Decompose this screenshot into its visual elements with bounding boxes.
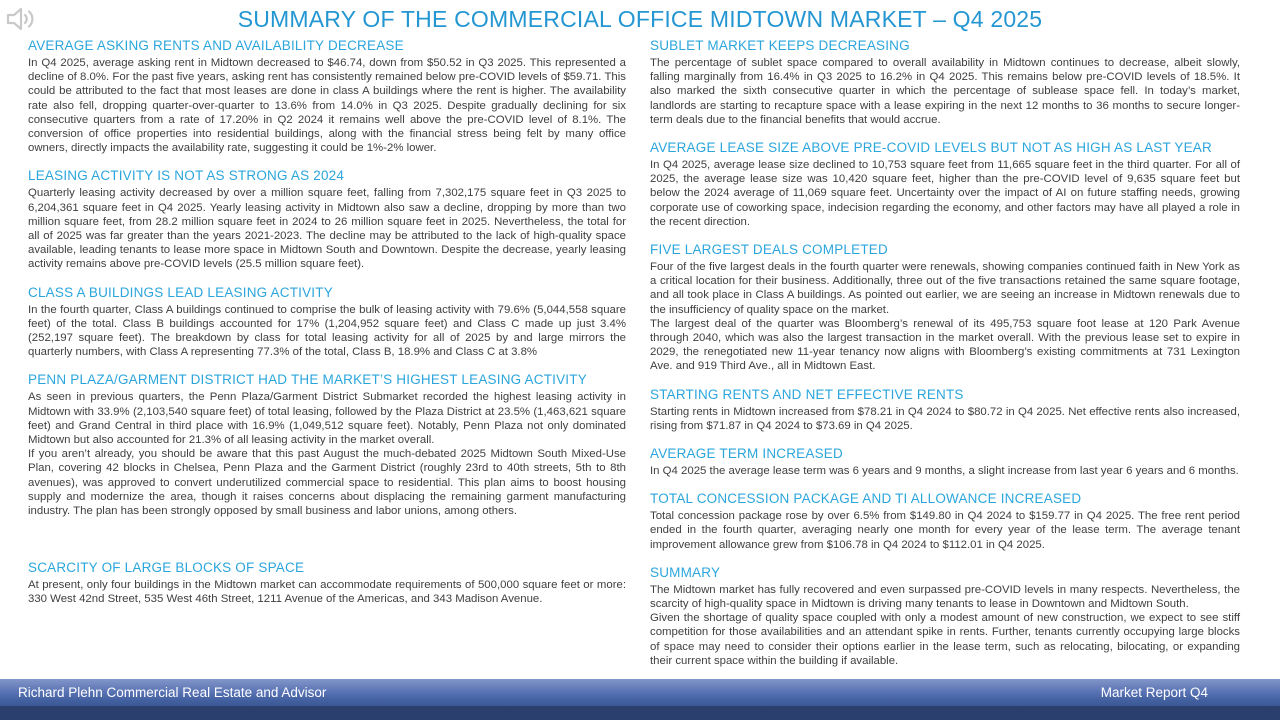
section-heading: SUBLET MARKET KEEPS DECREASING — [650, 38, 910, 53]
page-title: SUMMARY OF THE COMMERCIAL OFFICE MIDTOWN MARKET – Q4 2025 — [237, 6, 1043, 32]
report-section — [650, 140, 1240, 229]
report-section — [28, 285, 626, 360]
section-paragraph: If you aren’t already, you should be aware that this past August the much-debated 2025 Midtown South Mixed-Use Plan, covering 42 blocks in Chelsea, Penn Plaza and the Garment District (roughly 23rd to 40th streets, 5th to 8th avenues), was approved to convert underutilized commercial space to residential. This plan aims to boost housing supply and modernize the area, though it raises concerns about displacing the remaining garment manufacturing industry. The plan has been strongly opposed by small business and labor unions, among others. — [28, 448, 626, 518]
section-paragraph: In the fourth quarter, Class A buildings continued to comprise the bulk of leasing activity with 79.6% (5,044,558 square feet) of the total. Class B buildings accounted for 17% (1,204,952 square feet) and Class C made up just 3.4% (252,197 square feet). The breakdown by class for total leasing activity for all of 2025 by and large mirrors the quarterly numbers, with Class A representing 77.3% of the total, Class B, 18.9% and Class C at 3.8% — [28, 303, 626, 359]
right-column — [650, 38, 1240, 681]
footer-company-name: Richard Plehn Commercial Real Estate and Advisor — [18, 685, 327, 700]
report-section — [28, 168, 626, 271]
footer-bar — [0, 679, 1280, 706]
section-paragraph: The percentage of sublet space compared to overall availability in Midtown continues to decrease, albeit slowly, falling marginally from 16.4% in Q3 2025 to 16.2% in Q4 2025. This remains below pre-COVID levels of 18.5%. It also marked the sixth consecutive quarter in which the percentage of sublease space fell. In today’s market, landlords are starting to recapture space with a lease expiring in the next 12 months to 36 months to secure longer-term deals due to the financial benefits that would accrue. — [650, 57, 1240, 126]
section-heading: LEASING ACTIVITY IS NOT AS STRONG AS 2024 — [28, 168, 345, 184]
footer-bottom-strip — [0, 706, 1280, 720]
section-heading: AVERAGE LEASE SIZE ABOVE PRE-COVID LEVELS BUT NOT AS HIGH AS LAST YEAR — [650, 140, 1212, 156]
report-section — [650, 242, 1240, 374]
report-columns — [0, 38, 1280, 681]
section-heading: SCARCITY OF LARGE BLOCKS OF SPACE — [28, 560, 305, 576]
section-paragraph: The largest deal of the quarter was Bloomberg’s renewal of its 495,753 square foot lease at 120 Park Avenue through 2040, which was also the largest transaction in the market overall. With the previous lease set to expire in 2029, the renegotiated new 11-year tenancy now aligns with Bloomberg’s existing commitments at 731 Lexington Ave. and 919 Third Ave., all in Midtown East. — [650, 317, 1240, 373]
section-paragraph: In Q4 2025, average asking rent in Midtown decreased to $46.74, down from $50.52 in Q3 2025. This represented a decline of 8.0%. For the past five years, asking rent has consistently remained below pre-COVID levels of $59.71. This could be attributed to the fact that most leases are done in class A buildings where the rent is higher. The availability rate also fell, dropping quarter-over-quarter to 13.6% from 14.0% in Q3 2025. Despite gradually declining for six consecutive quarters from a rate of 17.20% in Q2 2024 it remains well above the pre-COVID level of 8.1%. The conversion of office properties into residential buildings, along with the financial stress being felt by many office owners, directly impacts the availability rate, suggesting it could be 1%-2% lower. — [28, 57, 626, 155]
section-heading: SUMMARY — [650, 564, 721, 580]
report-section — [650, 387, 1240, 433]
section-paragraph: The Midtown market has fully recovered and even surpassed pre-COVID levels in many respects. Nevertheless, the scarcity of high-quality space in Midtown is driving many tenants to lease in Downtown and Midtown South. — [650, 583, 1240, 611]
section-paragraph: Quarterly leasing activity decreased by over a million square feet, falling from 7,302,175 square feet in Q3 2025 to 6,204,361 square feet in Q4 2025. Yearly leasing activity in Midtown also saw a decline, dropping by more than two million square feet, from 28.2 million square feet in 2024 to 26 million square feet in 2025. Nevertheless, the total for all of 2025 was far greater than the years 2021-2023. The decline may be attributed to the lack of high-quality space available, leading tenants to lease more space in Midtown South and Downtown. Despite the decrease, yearly leasing activity remains above pre-COVID levels (25.5 million square feet). — [28, 187, 626, 271]
section-paragraph: Starting rents in Midtown increased from $78.21 in Q4 2024 to $80.72 in Q4 2025. Net effective rents also increased, rising from $71.87 in Q4 2024 to $73.69 in Q4 2025. — [650, 405, 1240, 432]
section-heading: PENN PLAZA/GARMENT DISTRICT HAD THE MARKET’S HIGHEST LEASING ACTIVITY — [28, 372, 587, 388]
section-heading: AVERAGE ASKING RENTS AND AVAILABILITY DECREASE — [28, 38, 404, 53]
footer-report-label: Market Report Q4 — [1100, 685, 1208, 700]
section-paragraph: Total concession package rose by over 6.5% from $149.80 in Q4 2024 to $159.77 in Q4 2025. The free rent period ended in the fourth quarter, averaging nearly one month for every year of the lease term. The average tenant improvement allowance grew from $106.78 in Q4 2024 to $112.01 in Q4 2025. — [650, 510, 1240, 551]
report-section — [650, 38, 1240, 127]
section-heading: STARTING RENTS AND NET EFFECTIVE RENTS — [650, 386, 964, 402]
left-column — [28, 38, 626, 681]
report-section — [28, 38, 626, 155]
report-section — [28, 372, 626, 518]
section-paragraph: In Q4 2025, average lease size declined to 10,753 square feet from 11,665 square feet in the third quarter. For all of 2025, the average lease size was 10,420 square feet, higher than the pre-COVID level of 9,635 square feet but below the 2024 average of 11,069 square feet. Uncertainty over the impact of AI on future staffing needs, growing corporate use of coworking space, indecision regarding the economy, and other factors may have all played a role in the recent direction. — [650, 159, 1240, 228]
section-heading: AVERAGE TERM INCREASED — [650, 446, 843, 462]
report-section — [28, 560, 626, 606]
section-paragraph: At present, only four buildings in the Midtown market can accommodate requirements of 500,000 square feet or more: 330 West 42nd Street, 535 West 46th Street, 1211 Avenue of the Americas, and 343 Madison Avenue. — [28, 579, 626, 606]
report-section — [650, 491, 1240, 552]
section-paragraph: As seen in previous quarters, the Penn Plaza/Garment District Submarket recorded the highest leasing activity in Midtown with 33.9% (2,103,540 square feet) of total leasing, followed by the Plaza District at 23.5% (1,463,621 square feet) and Grand Central in third place with 16.9% (1,049,512 square feet). Notably, Penn Plaza not only dominated Midtown but also accounted for 21.3% of all leasing activity in the market overall. — [28, 391, 626, 447]
section-heading: TOTAL CONCESSION PACKAGE AND TI ALLOWANCE INCREASED — [650, 491, 1082, 507]
section-heading: FIVE LARGEST DEALS COMPLETED — [650, 242, 888, 258]
section-heading: CLASS A BUILDINGS LEAD LEASING ACTIVITY — [28, 284, 333, 300]
speaker-icon — [5, 5, 39, 33]
section-paragraph: Four of the five largest deals in the fourth quarter were renewals, showing companies continued faith in New York as a critical location for their business. Additionally, three out of the five transactions retained the same square footage, and all took place in Class A buildings. As pointed out earlier, we are seeing an increase in Midtown renewals due to the insufficiency of quality space on the market. — [650, 261, 1240, 316]
section-paragraph: In Q4 2025 the average lease term was 6 years and 9 months, a slight increase from last year 6 years and 6 months. — [650, 465, 1239, 478]
section-paragraph: Given the shortage of quality space coupled with only a modest amount of new construction, we expect to see stiff competition for those availabilities and an attendant spike in rents. Further, tenants currently occupying large blocks of space may need to consider their options earlier in the lease term, such as relocating, bilocating, or expanding their current space within the building if available. — [650, 612, 1240, 667]
report-section — [650, 446, 1240, 478]
speaker-audio-icon[interactable] — [5, 5, 39, 33]
report-section — [650, 565, 1240, 668]
